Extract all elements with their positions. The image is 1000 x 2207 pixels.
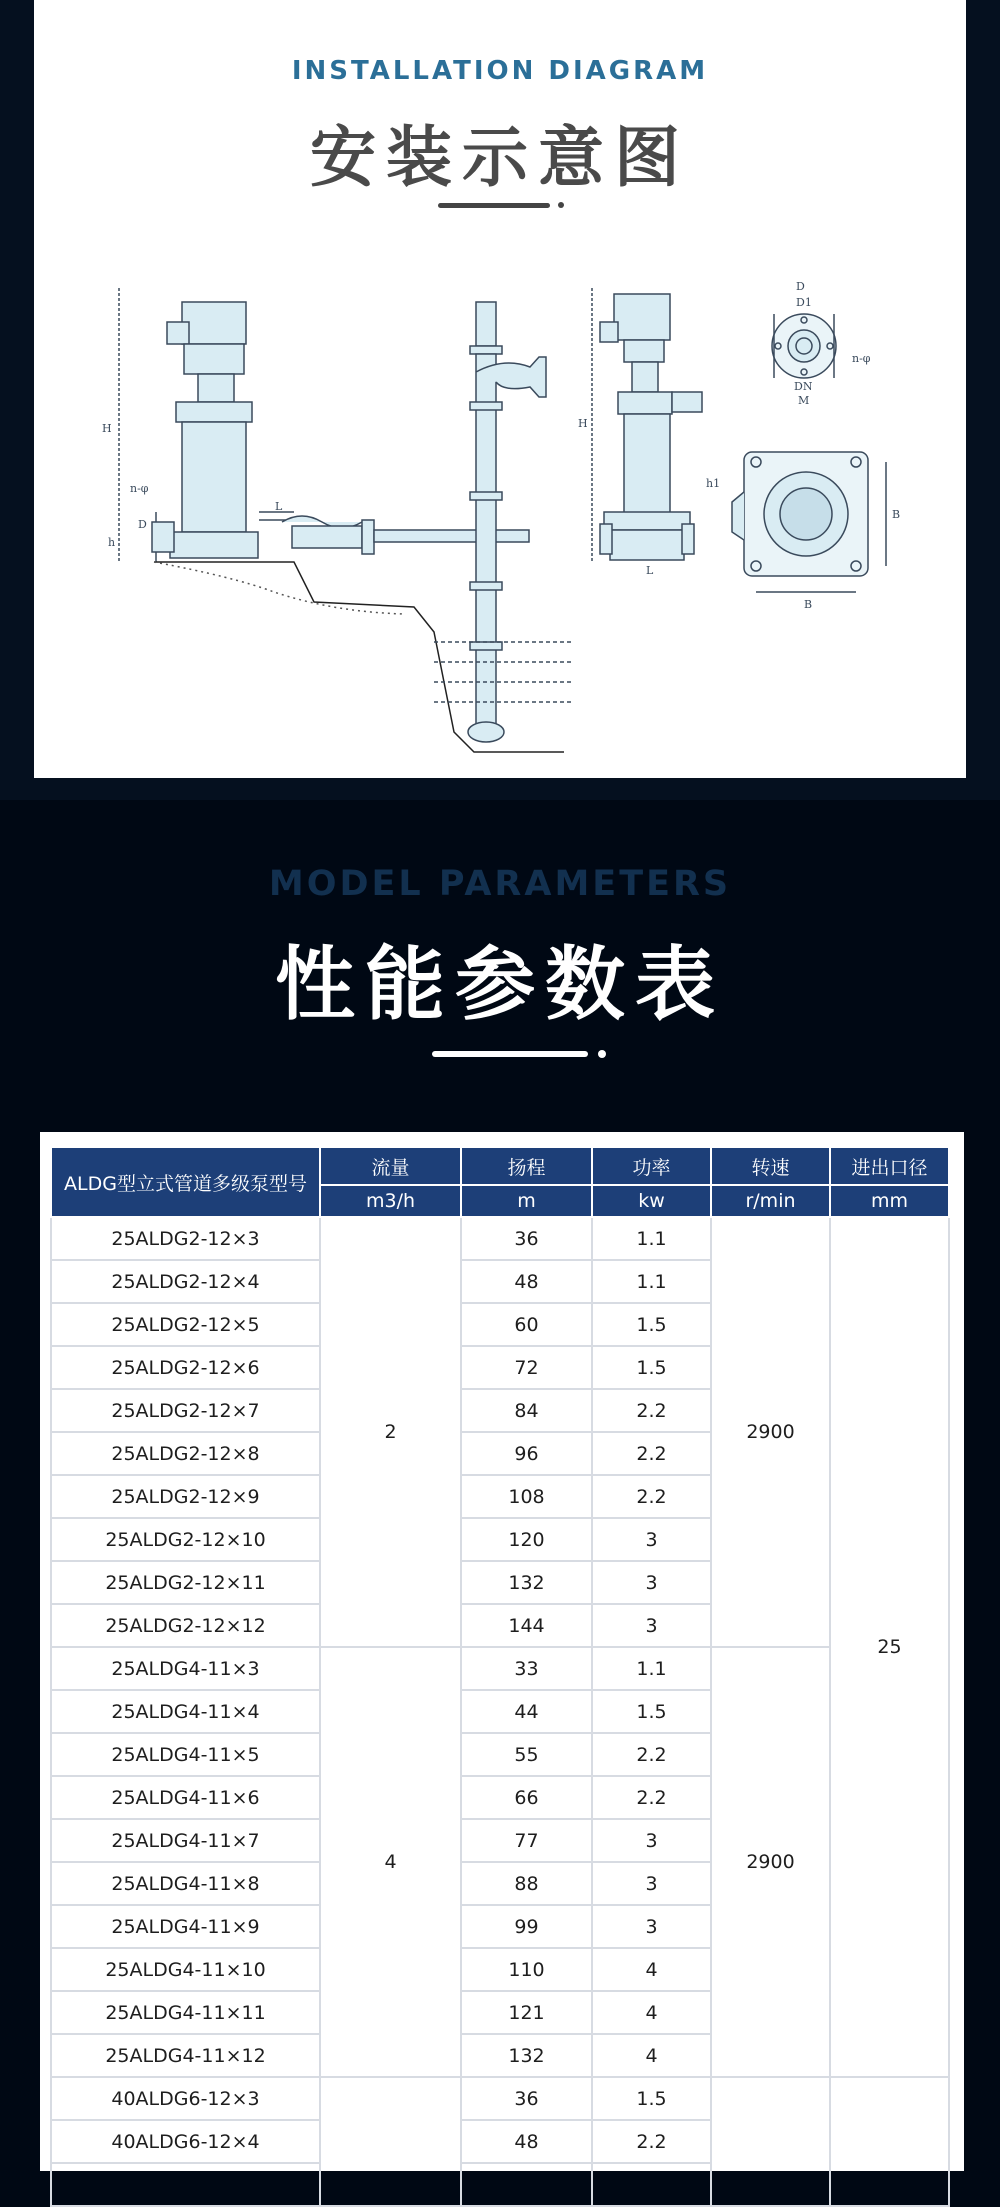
- cell-power: 1.5: [592, 1690, 711, 1733]
- cell-head: 48: [461, 2120, 592, 2163]
- cell-speed-group1: 2900: [711, 1217, 830, 1647]
- label-D1: D1: [796, 296, 812, 309]
- cell-head: 120: [461, 1518, 592, 1561]
- header-head: 扬程: [461, 1147, 592, 1185]
- cell-head: 60: [461, 1303, 592, 1346]
- cell-head: [461, 2163, 592, 2206]
- cell-model: [51, 2163, 320, 2206]
- unit-port: mm: [830, 1185, 949, 1217]
- cell-head: 36: [461, 2077, 592, 2120]
- cell-model: 25ALDG4-11×6: [51, 1776, 320, 1819]
- cell-head: 84: [461, 1389, 592, 1432]
- baseplate-detail-drawing: [732, 452, 900, 611]
- cell-head: 121: [461, 1991, 592, 2034]
- cell-head: 99: [461, 1905, 592, 1948]
- cell-port-25: 25: [830, 1217, 949, 2077]
- cell-flow-group1: 2: [320, 1217, 461, 1647]
- label-M: M: [798, 394, 810, 407]
- label-L: L: [275, 500, 283, 513]
- installation-divider-dot: [558, 202, 564, 208]
- cell-model: 25ALDG2-12×6: [51, 1346, 320, 1389]
- cell-head: 108: [461, 1475, 592, 1518]
- cell-power: 3: [592, 1561, 711, 1604]
- header-flow: 流量: [320, 1147, 461, 1185]
- header-speed: 转速: [711, 1147, 830, 1185]
- cell-model: 25ALDG4-11×4: [51, 1690, 320, 1733]
- cell-power: 1.5: [592, 1303, 711, 1346]
- cell-power: 3: [592, 1819, 711, 1862]
- cell-power: 4: [592, 2034, 711, 2077]
- cell-power: 2.2: [592, 1475, 711, 1518]
- cell-model: 25ALDG4-11×5: [51, 1733, 320, 1776]
- cell-power: 4: [592, 1948, 711, 1991]
- label-B-right: B: [892, 508, 901, 521]
- unit-speed: r/min: [711, 1185, 830, 1217]
- label-h: h: [108, 536, 116, 549]
- parameters-title-en: MODEL PARAMETERS: [268, 864, 732, 904]
- parameters-divider-dot: [598, 1050, 606, 1058]
- cell-head: 132: [461, 2034, 592, 2077]
- label-nphi-flange: n-φ: [852, 352, 871, 365]
- cell-head: 55: [461, 1733, 592, 1776]
- table-row: [51, 1647, 949, 1690]
- cell-flow-group3: [320, 2077, 461, 2206]
- parameters-table-panel: [40, 1132, 964, 2171]
- installation-diagram: [34, 262, 966, 778]
- cell-power: 1.1: [592, 1647, 711, 1690]
- cell-model: 25ALDG2-12×7: [51, 1389, 320, 1432]
- header-port: 进出口径: [830, 1147, 949, 1185]
- cell-head: 66: [461, 1776, 592, 1819]
- header-power: 功率: [592, 1147, 711, 1185]
- cell-model: 25ALDG2-12×10: [51, 1518, 320, 1561]
- cell-model: 25ALDG4-11×3: [51, 1647, 320, 1690]
- cell-head: 96: [461, 1432, 592, 1475]
- middle-pipe-drawing: [434, 302, 574, 742]
- cell-model: 25ALDG4-11×12: [51, 2034, 320, 2077]
- cell-model: 25ALDG4-11×11: [51, 1991, 320, 2034]
- flange-detail-drawing: [772, 280, 871, 407]
- cell-model: 25ALDG2-12×12: [51, 1604, 320, 1647]
- cell-power: 1.5: [592, 2077, 711, 2120]
- parameters-divider: [432, 1051, 588, 1057]
- cell-head: 77: [461, 1819, 592, 1862]
- label-B: B: [804, 598, 813, 611]
- cell-model: 25ALDG2-12×5: [51, 1303, 320, 1346]
- label-DN: DN: [794, 380, 813, 393]
- cell-head: 44: [461, 1690, 592, 1733]
- cell-power: 4: [592, 1991, 711, 2034]
- parameters-table: [50, 1146, 950, 2207]
- cell-model: 25ALDG4-11×8: [51, 1862, 320, 1905]
- installation-title-en: INSTALLATION DIAGRAM: [291, 56, 709, 86]
- cell-head: 144: [461, 1604, 592, 1647]
- cell-power: 2.2: [592, 1776, 711, 1819]
- cell-head: 72: [461, 1346, 592, 1389]
- cell-head: 48: [461, 1260, 592, 1303]
- cell-power: 2.2: [592, 2120, 711, 2163]
- unit-head: m: [461, 1185, 592, 1217]
- label-nphi: n-φ: [130, 482, 149, 495]
- cell-flow-group2: 4: [320, 1647, 461, 2077]
- label-h1: h1: [706, 477, 721, 490]
- cell-head: 36: [461, 1217, 592, 1260]
- cell-model: 25ALDG2-12×8: [51, 1432, 320, 1475]
- cell-power: 1.5: [592, 1346, 711, 1389]
- cell-model: 40ALDG6-12×3: [51, 2077, 320, 2120]
- cell-power: [592, 2163, 711, 2206]
- cell-power: 3: [592, 1862, 711, 1905]
- cell-model: 25ALDG2-12×4: [51, 1260, 320, 1303]
- cell-power: 3: [592, 1518, 711, 1561]
- cell-power: 1.1: [592, 1217, 711, 1260]
- cell-model: 25ALDG4-11×10: [51, 1948, 320, 1991]
- installation-divider: [438, 203, 550, 208]
- header-model: ALDG型立式管道多级泵型号: [51, 1147, 320, 1217]
- right-pump-drawing: [578, 288, 720, 577]
- cell-power: 3: [592, 1905, 711, 1948]
- cell-power: 2.2: [592, 1432, 711, 1475]
- cell-model: 25ALDG2-12×11: [51, 1561, 320, 1604]
- cell-speed-group2: 2900: [711, 1647, 830, 2077]
- table-row: [51, 2077, 949, 2120]
- cell-model: 25ALDG2-12×9: [51, 1475, 320, 1518]
- cell-head: 33: [461, 1647, 592, 1690]
- cell-power: 2.2: [592, 1733, 711, 1776]
- cell-head: 88: [461, 1862, 592, 1905]
- label-D-flange: D: [796, 280, 805, 293]
- label-H: H: [102, 422, 112, 435]
- cell-power: 1.1: [592, 1260, 711, 1303]
- cell-model: 25ALDG4-11×7: [51, 1819, 320, 1862]
- cell-head: 132: [461, 1561, 592, 1604]
- cell-model: 25ALDG2-12×3: [51, 1217, 320, 1260]
- cell-speed-group3: [711, 2077, 830, 2206]
- label-D: D: [138, 518, 147, 531]
- label-H-right: H: [578, 417, 588, 430]
- label-L-right: L: [646, 564, 654, 577]
- cell-model: 40ALDG6-12×4: [51, 2120, 320, 2163]
- unit-flow: m3/h: [320, 1185, 461, 1217]
- parameters-title-cn: 性能参数表: [275, 938, 725, 1031]
- cell-port-group3: [830, 2077, 949, 2206]
- unit-power: kw: [592, 1185, 711, 1217]
- table-row: [51, 1217, 949, 1260]
- cell-power: 3: [592, 1604, 711, 1647]
- cell-power: 2.2: [592, 1389, 711, 1432]
- cell-model: 25ALDG4-11×9: [51, 1905, 320, 1948]
- installation-title-cn: 安装示意图: [310, 119, 690, 196]
- cell-head: 110: [461, 1948, 592, 1991]
